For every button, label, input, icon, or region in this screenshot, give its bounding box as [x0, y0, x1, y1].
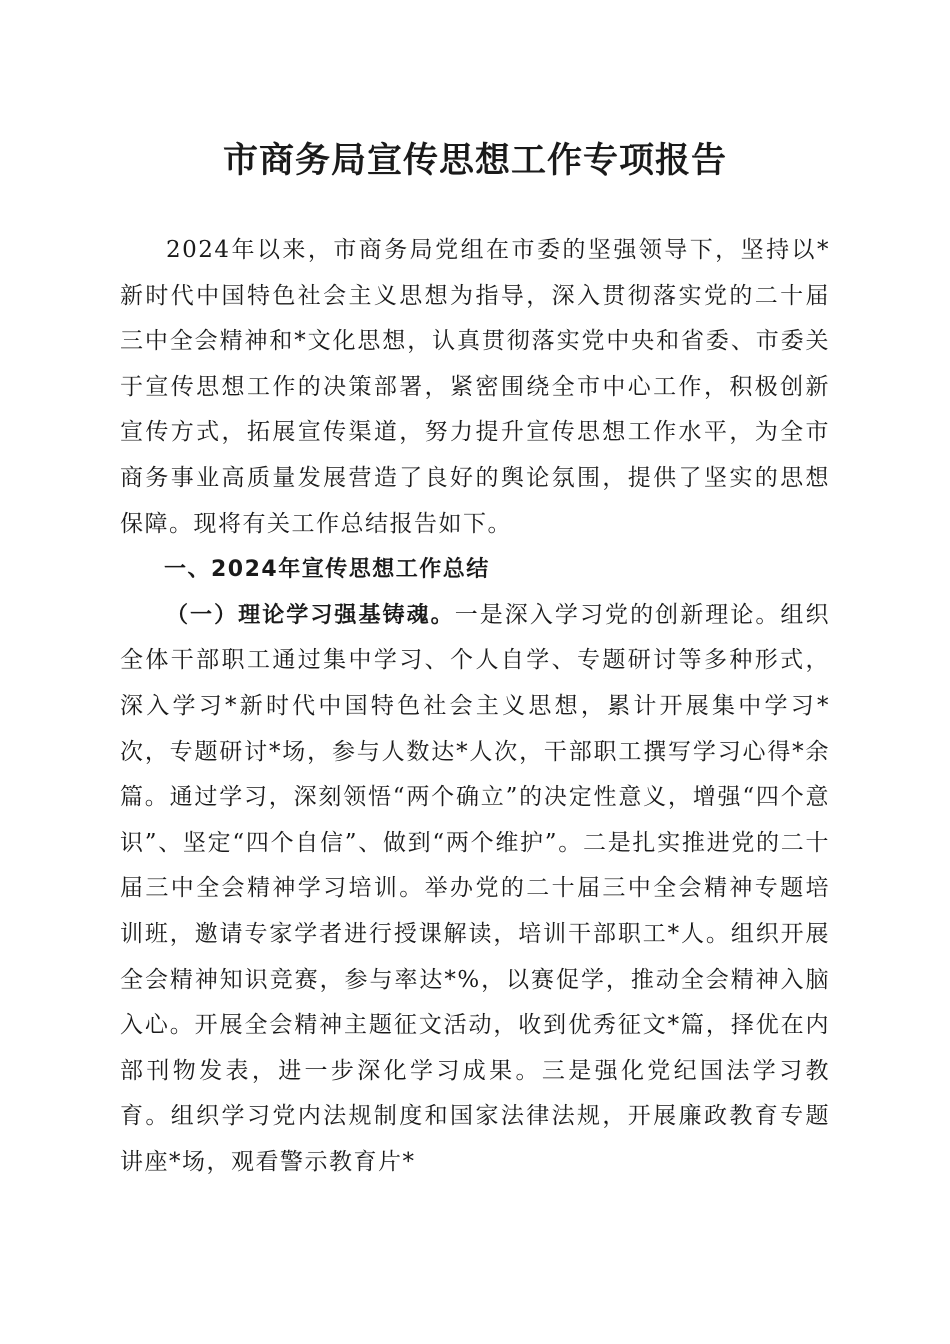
- section-heading: 一、2024年宣传思想工作总结: [164, 557, 490, 583]
- document-title: 市商务局宣传思想工作专项报告: [222, 140, 727, 181]
- intro-paragraph: 2024年以来，市商务局党组在市委的坚强领导下，坚持以*新时代中国特色社会主义思想为指导，深入贯彻落实党的二十届三中全会精神和*文化思想，认真贯彻落实党中央和省委、市委关于宣传思想工作的决策部署，紧密围绕全市中心工作，积极创新宣传方式，拓展宣传渠道，努力提升宣传思想工作水平，为全市商务事业高质量发展营造了良好的舆论氛围，提供了坚实的思想保障。现将有关工作总结报告如下。: [120, 237, 830, 537]
- subsection-text: 一是深入学习党的创新理论。组织全体干部职工通过集中学习、个人自学、专题研讨等多种形式，深入学习*新时代中国特色社会主义思想，累计开展集中学习*次，专题研讨*场，参与人数达*人次，干部职工撰写学习心得*余篇。通过学习，深刻领悟“两个确立”的决定性意义，增强“四个意识”、坚定“四个自信”、做到“两个维护”。二是扎实推进党的二十届三中全会精神学习培训。举办党的二十届三中全会精神专题培训班，邀请专家学者进行授课解读，培训干部职工*人。组织开展全会精神知识竞赛，参与率达*%，以赛促学，推动全会精神入脑入心。开展全会精神主题征文活动，收到优秀征文*篇，择优在内部刊物发表，进一步深化学习成果。三是强化党纪国法学习教育。组织学习党内法规制度和国家法律法规，开展廉政教育专题讲座*场，观看警示教育片*: [120, 601, 830, 1175]
- document-body: [120, 228, 830, 1185]
- subsection-paragraph: [120, 593, 830, 1186]
- subsection-heading: （一）理论学习强基铸魂。: [166, 602, 455, 628]
